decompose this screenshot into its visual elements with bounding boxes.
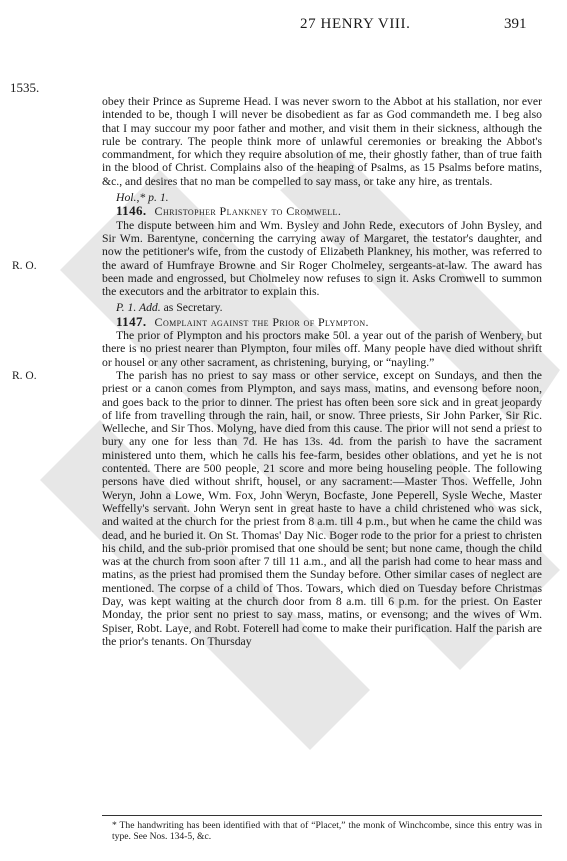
page-header bbox=[0, 16, 567, 38]
entry-note bbox=[102, 301, 542, 314]
entry-paragraph: The parish has no priest to say mass or other service, except on Sundays, and then the priest or a canon comes from Plympton, and says mass, matins, and evensong before noon, and goes back to the prior to dinner. The priest has often been sore sick and in great jeopardy of life from travelling through the rain, hail, or snow. Three priests, Sir John Parker, Sir Ric. Welleche, and Sir Thos. Molyng, have died from this cause. The prior will not send a priest to bury any one for less than 7d. He has 13s. 4d. from the parish to have the sacrament ministered unto them, which he calls his fee-farm, besides other oblations, and yet he is not contented. There are 500 people, 21 score and more being houseling people. The following persons have died without shrift, housel, or any sacrament:—Master Thos. Weffelle, John Weryn, John a Lowe, Wm. Fox, John Weryn, Bocfaste, Jone Peperell, Sysle Weche, Master Weffelly's servant. John Weryn sent in great haste to have a child christened who was sick, and waited at the church for the priest from 8 a.m. till 4 p.m., but when he came the child was dead, and he buried it. On St. Thomas' Day Nic. Boger rode to the prior for a priest to christen his child, and the sub-prior promised that one should be sent; but none came, though the child was at the church from soon after 7 till 11 a.m., and all the parish had come to hear mass and matins, as the priest had promised them the Sunday before. Other similar cases of neglect are mentioned. The corpse of a child of Thos. Towars, which died on Tuesday before Christmas Day, was kept waiting at the church door from 8 a.m. till 6 p.m. for the priest. On Easter Monday, the prior sent no priest to say mass, matins, or evensong; and the wives of Wm. Spiser, Robt. Laye, and Robt. Foterell had come to make their purification. Half the parish are the prior's tenants. On Thursday bbox=[102, 368, 542, 648]
footnote-rule bbox=[102, 815, 542, 816]
entry-number: 1147. bbox=[116, 313, 147, 329]
page-number: 391 bbox=[504, 16, 527, 32]
entry-paragraph: The prior of Plympton and his proctors make 50l. a year out of the parish of Wenbery, but there is no priest nearer than Plympton, four miles off. Many people have died without shrift or housel or any other sacrament, as christening, burying, or “nayling.” bbox=[102, 329, 542, 369]
running-head: 27 HENRY VIII. bbox=[300, 16, 411, 32]
year-marker: 1535. bbox=[10, 80, 40, 95]
entry-title: Christopher Plankney to Cromwell. bbox=[154, 204, 342, 219]
entry-heading-1146 bbox=[102, 204, 542, 218]
entry-note-plain: as Secretary. bbox=[163, 301, 223, 315]
entry-paragraph: The dispute between him and Wm. Bysley and John Rede, executors of John Bysley, and Sir Wm. Barentyne, concerning the carrying away of Margaret, the testator's daughter, and now the petitioner's wife, from the custody of Elizabeth Plankney, his mother, was referred to the award of Humfraye Browne and Sir Roger Cholmeley, sergeants-at-law. The award has been made and engrossed, but Cholmeley now refuses to sign it. Asks Cromwell to summon the executors and the arbitrator to explain this. bbox=[102, 218, 542, 299]
source-note-1147: R. O. bbox=[12, 370, 37, 382]
document-body bbox=[102, 95, 542, 648]
source-note-1146: R. O. bbox=[12, 260, 37, 272]
entry-note: Hol.,* p. 1. bbox=[116, 191, 169, 205]
entry-paragraph: obey their Prince as Supreme Head. I was never sworn to the Abbot at his stallation, nor ever intended to be, though I will never be disobedient as far as God commandeth me. I beg also that I may succour my poor father and mother, and visit them in their sickness, although the rule be contrary. The people think more of unlawful ceremonies or breaking the Abbot's commandment, for which they require absolution of me, their ghostly father, than of true faith in the blood of Christ. Complains also of the heaping of Psalms, as 15 Psalms before matins, &c., and desires that no man be compelled to say mass, or take any hire, as trentals. bbox=[102, 95, 542, 188]
entry-heading-1147 bbox=[102, 315, 542, 329]
footnote: * The handwriting has been identified with that of “Placet,” the monk of Winchcombe, since this entry was in type. See Nos. 134-5, &c. bbox=[112, 820, 542, 842]
entry-note-italic: P. 1. Add. bbox=[116, 301, 161, 315]
entry-title: Complaint against the Prior of Plympton. bbox=[154, 314, 369, 329]
entry-number: 1146. bbox=[116, 203, 147, 219]
